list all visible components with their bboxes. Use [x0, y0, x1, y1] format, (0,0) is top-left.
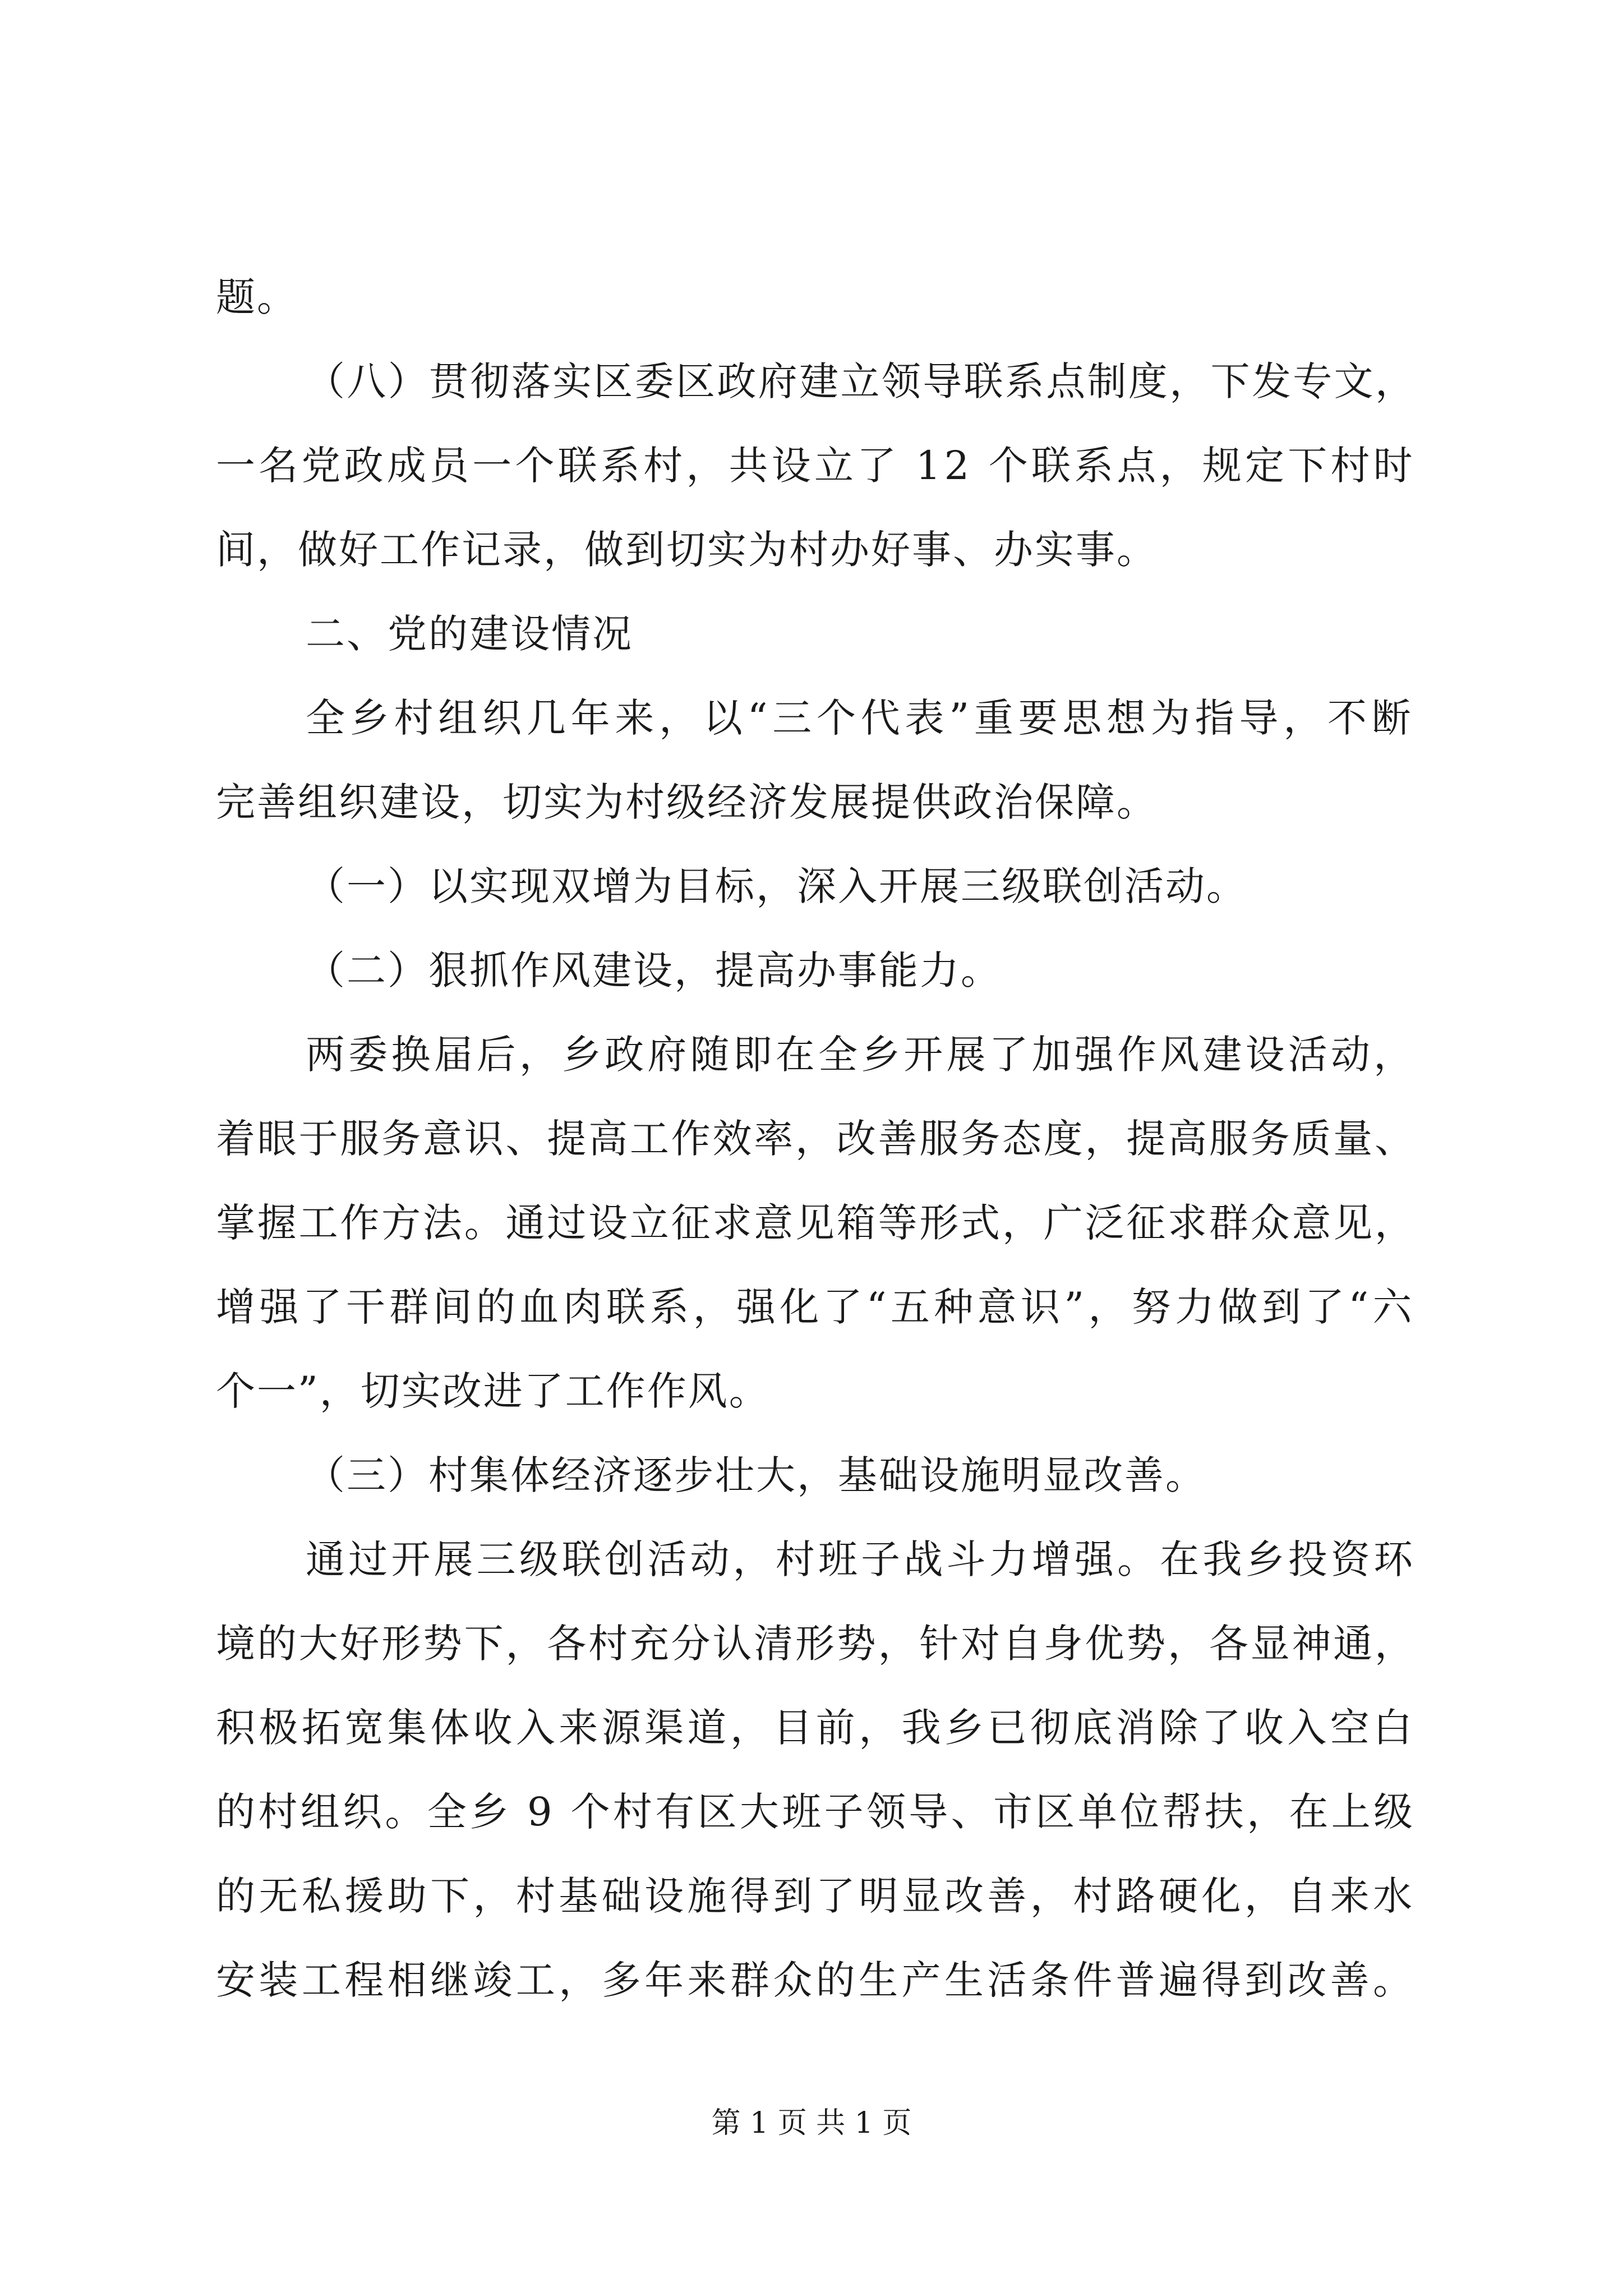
text-line: 的村组织。全乡 9 个村有区大班子领导、市区单位帮扶，在上级: [216, 1789, 1416, 1835]
text-line: 的无私援助下，村基础设施得到了明显改善，村路硬化，自来水: [216, 1873, 1416, 1919]
text-line: 安装工程相继竣工，多年来群众的生产生活条件普遍得到改善。: [216, 1957, 1416, 2003]
text-line: 着眼于服务意识、提高工作效率，改善服务态度，提高服务质量、: [216, 1116, 1416, 1162]
text-line: （三）村集体经济逐步壮大，基础设施明显改善。: [306, 1452, 1206, 1498]
text-line: 二、党的建设情况: [306, 611, 633, 657]
text-line: 通过开展三级联创活动，村班子战斗力增强。在我乡投资环: [306, 1536, 1417, 1582]
text-line: 间，做好工作记录，做到切实为村办好事、办实事。: [216, 527, 1158, 573]
text-line: （八）贯彻落实区委区政府建立领导联系点制度，下发专文，: [306, 358, 1417, 404]
text-line: 个一”，切实改进了工作作风。: [216, 1368, 770, 1414]
text-line: 完善组织建设，切实为村级经济发展提供政治保障。: [216, 779, 1158, 825]
text-line: （一）以实现双增为目标，深入开展三级联创活动。: [306, 863, 1247, 909]
text-line: （二）狠抓作风建设，提高办事能力。: [306, 947, 1002, 993]
text-line: 两委换届后，乡政府随即在全乡开展了加强作风建设活动，: [306, 1032, 1417, 1078]
text-line: 全乡村组织几年来，以“三个代表”重要思想为指导，不断: [306, 695, 1416, 741]
text-line: 掌握工作方法。通过设立征求意见箱等形式，广泛征求群众意见，: [216, 1200, 1416, 1246]
text-line: 题。: [216, 274, 298, 320]
page-footer: 第 1 页 共 1 页: [711, 2106, 912, 2140]
text-line: 增强了干群间的血肉联系，强化了“五种意识”，努力做到了“六: [216, 1284, 1416, 1330]
text-line: 一名党政成员一个联系村，共设立了 12 个联系点，规定下村时: [216, 443, 1416, 489]
text-line: 境的大好形势下，各村充分认清形势，针对自身优势，各显神通，: [216, 1621, 1416, 1667]
text-line: 积极拓宽集体收入来源渠道，目前，我乡已彻底消除了收入空白: [216, 1705, 1416, 1751]
